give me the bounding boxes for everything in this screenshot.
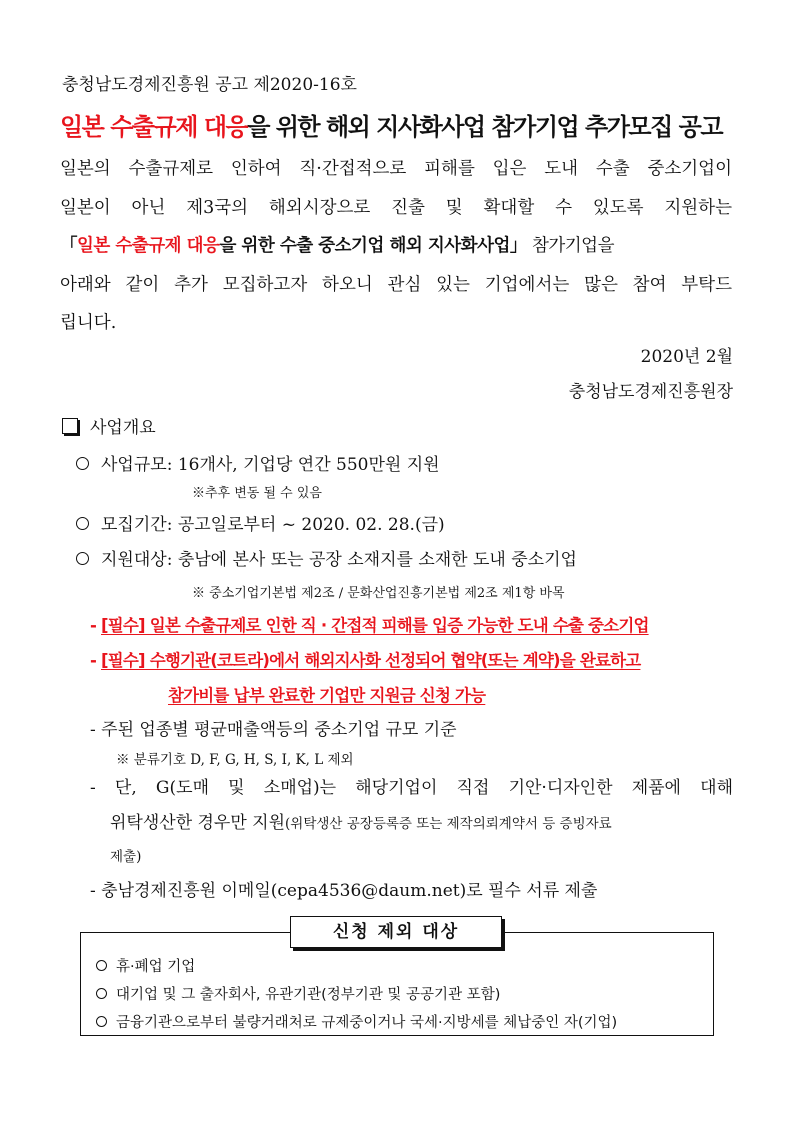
required-prefix: - — [90, 616, 101, 635]
title-black-part: 을 위한 해외 지사화사업 참가기업 추가모집 공고 — [247, 113, 722, 141]
overview-item-label: 지원대상: 충남에 본사 또는 공장 소재지를 소재한 도내 중소기업 — [101, 550, 577, 570]
circle-bullet-icon — [76, 552, 89, 565]
criteria-line: 제출) — [110, 849, 142, 865]
overview-item — [76, 510, 445, 535]
criteria-item: - 충남경제진흥원 이메일(cepa4536@daum.net)로 필수 서류 제출 — [90, 881, 598, 901]
required-text: [필수] 일본 수출규제로 인한 직 · 간접적 피해를 입증 가능한 도내 수출 중소기업 — [101, 616, 649, 635]
exclusion-item-text: 금융기관으로부터 불량거래처로 규제중이거나 국세·지방세를 체납중인 자(기업) — [116, 1015, 618, 1031]
criteria-note: ※ 분류기호 D, F, G, H, S, I, K, L 제외 — [116, 752, 354, 768]
intro-line — [60, 227, 732, 266]
intro-line: 아래와 같이 추가 모집하고자 하오니 관심 있는 기업에서는 많은 참여 부탁드 — [60, 274, 732, 295]
required-text: 참가비를 납부 완료한 기업만 지원금 신청 가능 — [168, 686, 486, 705]
overview-note: ※ 중소기업기본법 제2조 / 문화산업진흥기본법 제2조 제1항 바목 — [192, 586, 565, 601]
circle-bullet-icon — [76, 457, 89, 470]
notice-number: 충청남도경제진흥원 공고 제2020-16호 — [62, 75, 357, 95]
circle-bullet-icon — [96, 960, 107, 971]
title-red-part: 일본 수출규제 대응 — [60, 113, 248, 141]
section-title-text: 사업개요 — [90, 418, 156, 438]
required-item-continuation — [168, 682, 485, 706]
square-bullet-icon — [62, 418, 78, 434]
exclusion-item — [96, 955, 195, 976]
overview-item-label: 모집기간: 공고일로부터 ~ 2020. 02. 28.(금) — [101, 515, 445, 535]
required-item — [90, 647, 640, 671]
intro-line: 립니다. — [60, 313, 117, 333]
overview-item — [76, 545, 577, 570]
organization-name: 충청남도경제진흥원장 — [568, 382, 733, 402]
exclusion-item — [96, 983, 500, 1004]
intro-paragraph — [60, 150, 732, 343]
intro-line: 일본의 수출규제로 인하여 직·간접적으로 피해를 입은 도내 수출 중소기업이 — [60, 159, 732, 179]
exclusion-item — [96, 1011, 617, 1032]
circle-bullet-icon — [76, 517, 89, 530]
section-title — [62, 413, 156, 438]
required-text: [필수] 수행기관(코트라)에서 해외지사화 선정되어 협약(또는 계약)을 완료하고 — [101, 651, 641, 670]
criteria-item — [90, 773, 733, 798]
criteria-line — [110, 808, 612, 833]
exclusion-item-text: 대기업 및 그 출자회사, 유관기관(정부기관 및 공공기관 포함) — [116, 987, 501, 1003]
criteria-main-text: 위탁생산한 경우만 지원 — [110, 813, 286, 833]
circle-bullet-icon — [96, 1016, 107, 1027]
required-item — [90, 612, 649, 636]
required-prefix: - — [90, 651, 101, 670]
intro-bold-text: 을 위한 수출 중소기업 해외 지사화사업」 — [219, 236, 527, 256]
intro-red-text: 일본 수출규제 대응 — [77, 236, 220, 256]
notice-date: 2020년 2월 — [640, 347, 733, 367]
overview-note: ※추후 변동 될 수 있음 — [192, 486, 322, 501]
page-title — [60, 107, 722, 142]
exclusion-label: 신청 제외 대상 — [290, 916, 502, 948]
intro-rest-text: 참가기업을 — [526, 236, 614, 256]
criteria-small-text: (위탁생산 공장등록증 또는 제작의뢰계약서 등 증빙자료 — [285, 816, 612, 832]
circle-bullet-icon — [96, 988, 107, 999]
criteria-item: - 주된 업종별 평균매출액등의 중소기업 규모 기준 — [90, 720, 457, 740]
overview-item — [76, 450, 440, 475]
bracket-open: 「 — [60, 236, 77, 256]
exclusion-item-text: 휴·폐업 기업 — [116, 959, 196, 975]
intro-line: 일본이 아닌 제3국의 해외시장으로 진출 및 확대할 수 있도록 지원하는 — [60, 197, 732, 218]
overview-item-label: 사업규모: 16개사, 기업당 연간 550만원 지원 — [101, 455, 440, 475]
criteria-line: - 단, G(도매 및 소매업)는 해당기업이 직접 기안·디자인한 제품에 대해 — [90, 778, 733, 798]
